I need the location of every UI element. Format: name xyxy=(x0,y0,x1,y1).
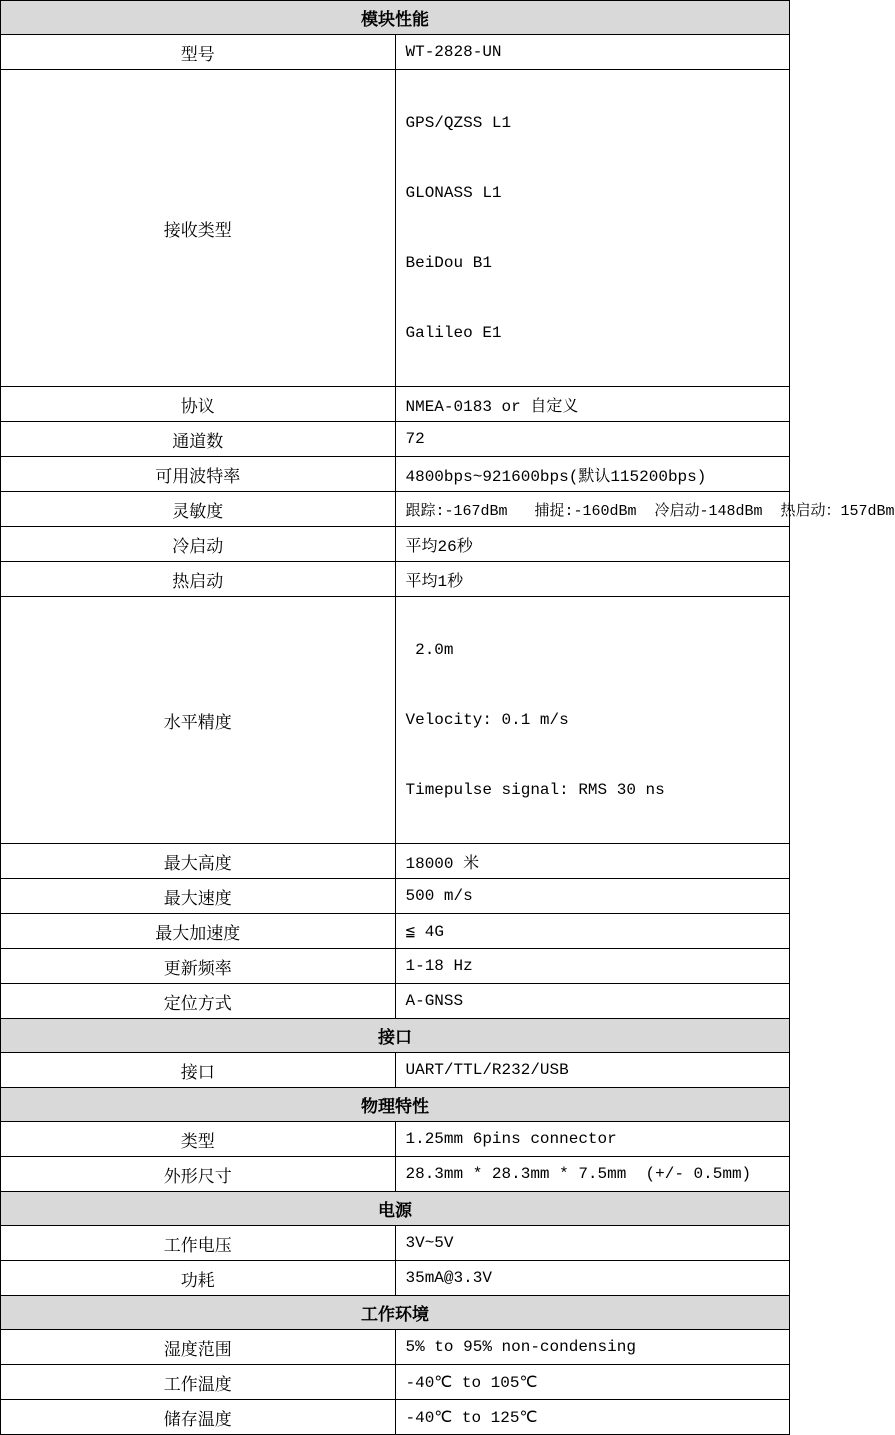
section-title: 模块性能 xyxy=(1,1,790,35)
row-label: 最大高度 xyxy=(1,844,396,879)
row-label: 最大速度 xyxy=(1,879,396,914)
row-value: 35mA@3.3V xyxy=(395,1261,790,1296)
row-value: -40℃ to 125℃ xyxy=(395,1400,790,1435)
row-value: ≦ 4G xyxy=(395,914,790,949)
table-row xyxy=(1,914,790,949)
row-value-multiline xyxy=(395,70,790,387)
row-value: 72 xyxy=(395,422,790,457)
row-value: UART/TTL/R232/USB xyxy=(395,1053,790,1088)
table-row xyxy=(1,1053,790,1088)
row-label: 可用波特率 xyxy=(1,457,396,492)
section-title: 工作环境 xyxy=(1,1296,790,1330)
row-value: A-GNSS xyxy=(395,984,790,1019)
row-value: 28.3mm * 28.3mm * 7.5mm (+/- 0.5mm) xyxy=(395,1157,790,1192)
table-row xyxy=(1,597,790,844)
section-header-row xyxy=(1,1,790,35)
row-value: NMEA-0183 or 自定义 xyxy=(395,387,790,422)
table-row xyxy=(1,70,790,387)
row-label: 接收类型 xyxy=(1,70,396,387)
row-value: 1-18 Hz xyxy=(395,949,790,984)
section-header-row xyxy=(1,1296,790,1330)
row-label: 最大加速度 xyxy=(1,914,396,949)
row-label: 工作温度 xyxy=(1,1365,396,1400)
value-line: GPS/QZSS L1 xyxy=(405,114,512,132)
row-label: 型号 xyxy=(1,35,396,70)
row-value-multiline xyxy=(395,597,790,844)
row-value: 4800bps~921600bps(默认115200bps) xyxy=(395,457,790,492)
row-label: 水平精度 xyxy=(1,597,396,844)
row-value: 跟踪:-167dBm 捕捉:-160dBm 冷启动-148dBm 热启动：157dBm xyxy=(395,492,790,527)
row-label: 功耗 xyxy=(1,1261,396,1296)
row-value: 500 m/s xyxy=(395,879,790,914)
row-label: 工作电压 xyxy=(1,1226,396,1261)
value-line: Velocity: 0.1 m/s xyxy=(405,711,569,729)
table-row xyxy=(1,1157,790,1192)
section-header-row xyxy=(1,1192,790,1226)
table-row xyxy=(1,457,790,492)
table-row xyxy=(1,1400,790,1435)
row-label: 协议 xyxy=(1,387,396,422)
table-row xyxy=(1,879,790,914)
row-value: 5% to 95% non-condensing xyxy=(395,1330,790,1365)
row-label: 冷启动 xyxy=(1,527,396,562)
table-row xyxy=(1,1122,790,1157)
row-value: 1.25mm 6pins connector xyxy=(395,1122,790,1157)
table-row xyxy=(1,984,790,1019)
table-row xyxy=(1,422,790,457)
row-label: 外形尺寸 xyxy=(1,1157,396,1192)
table-row xyxy=(1,562,790,597)
row-label: 湿度范围 xyxy=(1,1330,396,1365)
table-row xyxy=(1,1330,790,1365)
table-row xyxy=(1,387,790,422)
section-title: 物理特性 xyxy=(1,1088,790,1122)
row-label: 热启动 xyxy=(1,562,396,597)
table-row xyxy=(1,1365,790,1400)
table-row xyxy=(1,844,790,879)
value-line: Galileo E1 xyxy=(405,324,502,342)
value-line: GLONASS L1 xyxy=(405,184,502,202)
table-row xyxy=(1,527,790,562)
row-label: 类型 xyxy=(1,1122,396,1157)
value-line: BeiDou B1 xyxy=(405,254,492,272)
table-row xyxy=(1,1261,790,1296)
row-value: -40℃ to 105℃ xyxy=(395,1365,790,1400)
table-row xyxy=(1,1226,790,1261)
section-header-row xyxy=(1,1088,790,1122)
row-label: 更新频率 xyxy=(1,949,396,984)
row-label: 灵敏度 xyxy=(1,492,396,527)
value-line: Timepulse signal: RMS 30 ns xyxy=(405,781,665,799)
row-label: 储存温度 xyxy=(1,1400,396,1435)
row-label: 通道数 xyxy=(1,422,396,457)
row-value: 平均1秒 xyxy=(395,562,790,597)
section-title: 电源 xyxy=(1,1192,790,1226)
table-row xyxy=(1,492,790,527)
row-label: 定位方式 xyxy=(1,984,396,1019)
section-header-row xyxy=(1,1019,790,1053)
row-value: 18000 米 xyxy=(395,844,790,879)
value-line: 2.0m xyxy=(405,641,454,659)
section-title: 接口 xyxy=(1,1019,790,1053)
row-value: 3V~5V xyxy=(395,1226,790,1261)
table-row xyxy=(1,35,790,70)
table-row xyxy=(1,949,790,984)
row-value: WT-2828-UN xyxy=(395,35,790,70)
row-label: 接口 xyxy=(1,1053,396,1088)
row-value: 平均26秒 xyxy=(395,527,790,562)
